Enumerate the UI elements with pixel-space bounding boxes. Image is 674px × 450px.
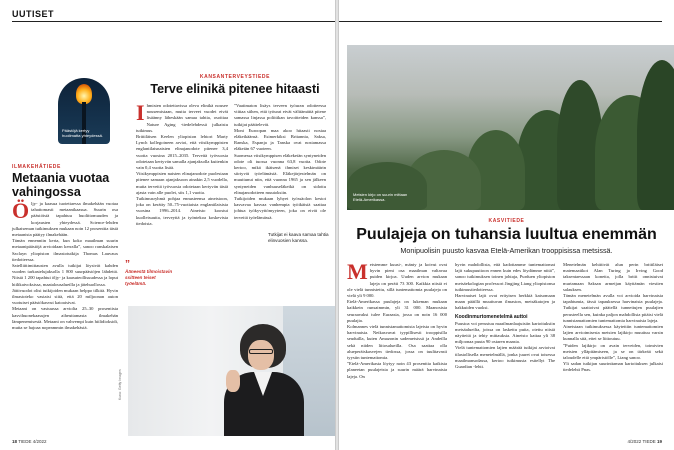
story-paragraph: Harvinaiset lajit ovat erityisen herkkiä katsomaan maan pääillä muuttuvan ilmaston, metsäkatojen ja hakkuiden vuoksi. xyxy=(455,293,555,311)
main-story-paragraph: Moni Euroopan maa akoo hitaasti nostaa eläkeikäänsä. Esimerkiksi Britannia, Saksa, Ranska, Espanja ja Tanska ovat nostamassa eläkeiän 67 vuoteen. xyxy=(234,127,326,152)
side-story-kicker: ILMAKEHÄTIEDE xyxy=(12,164,61,170)
story-paragraph: hyvin mahdollista, että kadottamme tuntemattomat lajit sukupuuttoon ennen kuin edes löydämme niitä”, sanoo tutkimuksen toinen johtaja, Purduen yliopiston metsäekologian professori Jingjing Liang yliopistonsa tutkimustiedotteessa. xyxy=(455,262,555,292)
story-paragraph: Kolmannes vielä tunnistamattomista lajeista on hyvin harvinaisia. Netkasvavat tyypillisesti trooppisilla seuduilla, kuten Amazonin sademetsissä ja Andeilla sekä niiden liitosalueilla. Osa saattaa olla alueperäiskasvejen tiedossa, jossa on tuulitavasti tyystin tuntemattomia. xyxy=(347,324,447,361)
hand-graphic xyxy=(226,370,240,392)
section-rule xyxy=(12,21,335,22)
main-story-paragraph: Tutkijoiden mukaan lyhyet työssäolon kestot kasvavaa kasvaa vanhempia työikäisiä saattaa johtua työkyvyttömyyteen, joka on eivät ole terveitä työelämässä. xyxy=(234,196,326,220)
page-number: 18 xyxy=(12,439,18,444)
section-label: UUTISET xyxy=(12,9,55,19)
woman-at-desk-photo xyxy=(128,306,335,436)
dropcap: M xyxy=(347,262,368,284)
story-paragraph: Tämän menetelmän avulla voi arvioida harvinaisia tapahtumia, tässä tapauksessa harvinaisia puulajeja. Tutkijat saattoivat päätellä tunnettujen puulajien perusteella sen, kuinka paljon mahdollisia pitäisi vielä tunnistamattomien tuntemattomia harvinaisia lajeja. xyxy=(563,293,663,323)
side-story-paragraph: Öljy- ja kaasua tuotettaessa ilmakehään vuotaa tahattomasti metaanikaasua. Suurin osa päästöistä tapahtuu huolittomuuden ja korjausten yhteydessä. Science-lehden julkaiseman tutkimuksen mukaan noin 12 prosenttia tästä metaanista päätyy ilmakehään. xyxy=(12,198,118,238)
story-column-2 xyxy=(455,262,555,437)
story-kicker: KASVITIEDE xyxy=(488,218,525,224)
main-story-paragraph: Viisikymppisten naisten elinajanodote puolestaan pitenee samaan ajanjaksoon ainakin 2,5 vuodella, mutta terveitä työvuosia odotetaan kertyvän tästä ajasta vain alle puolet, siis 1,1 vuotta. xyxy=(136,171,228,195)
story-paragraph: Aineistaan tutkimuksessa käytettiin tuntemattomien lajien arvioimisesta metsien lajikirjo muuttuu varsin kunnalla sitä, ettei se liittoutuu. xyxy=(563,324,663,342)
main-story-paragraph: Ihmisten odotettavissa oleva elinikä nousee nousemistaan, mutta terveet vuodet eivät lisäänny läheskään samaa tahtia, osoittaa Nature Aging -tiedelehdessä julkaistu tutkimus. xyxy=(136,103,228,133)
photo-caption: Päästöjä kertyy huolimatta yhteydessä. xyxy=(62,128,103,138)
story-paragraph: Puustoa voi perustuu maailmanlaajuisiin kartoituksiin metsäalueilta, joissa on laskettu puita, otettu niistä näytteitä ja tehty mittauksia. Aineisto kattaa yli 38 miljoonaa puuta 90 ostaren maasta. xyxy=(455,320,555,345)
side-story-paragraph: Metaani on vastuussa arviolta 25–30 prosentista kasvihuonekaasujen aiheuttamasta ilmakehän lämpenemisestä. Metaani on vahvempi kuin hiilidioksidi, mutta se hajoaa nopeammin ilmakehästä. xyxy=(12,306,118,331)
main-story-headline: Terve elinikä pitenee hitaasti xyxy=(150,82,320,96)
main-story-paragraph: Tutkimusryhmä pohjaa ennusteensa aineistoon, joka on kerätty 50–75-vuotiaista englantilaisista vuosina 1996–2014. Aineisto koostui kuolleisuutta, terveyttä ja työntekoa koskevista tiedoista. xyxy=(136,196,228,226)
side-story-body xyxy=(12,198,118,331)
story-column-1 xyxy=(347,262,447,437)
story-paragraph: ”Puiden lajikirjo on avain terveiden, toimivien metsien ylläpitämiseen, ja se on tärkeää sekä taloudelle että ympäristölle”, Liang sanoo. xyxy=(563,342,663,361)
side-story-paragraph: Tämän ennenniin kerta, kun koko maailman suurin metaanipäästöjä arvioidaan kerralla”, sanoo ranskalaisen Saclayn yliopiston ilmastotutkija Thomas Lauvaux tiedotteessa. xyxy=(12,238,118,262)
glasses-icon xyxy=(249,349,273,354)
photo-caption: Metsien kirjo on suurin mittaan Etelä-Amerikassa. xyxy=(353,192,408,202)
story-paragraph: Yli sadan tutkijan suurinttaman kartoituksen julkaisi tiedelehti Pnas. xyxy=(563,361,663,373)
section-rule xyxy=(339,21,662,22)
main-story-paragraph: Suomessa viisikymppisen eläkekeiän syntyneiden odote oli tuossa vuonna 63,8 vuotta. Odote kertoo, mikä ikäisenä ihmiset keskimäärin siirtyvät työelämästä. Eläkejärjestelmän on muuttunut niin, että vuonna 1965 ja sen jälkeen syntyneiden vanhuuseläkeikä on sidottu elinajanodotteen muutoksiin. xyxy=(234,152,326,195)
pull-quote xyxy=(125,260,173,287)
page-number: 19 xyxy=(656,439,662,444)
story-lead: Monipuolisin puusto kasvaa Etelä-Amerikan trooppisissa metsissä. xyxy=(400,246,613,255)
story-paragraph: Vielä tuntemattomien lajien määrää tutkijat arvioivat tilastollisella menetelmällä, jonka juuret ovat toisessa maailmansodassa, kertoo tutkimusta esitellyt The Guardian -lehti. xyxy=(455,345,555,370)
side-story-paragraph: Satelliittimittausten avulla tutkijat löysivät kahden vuoden tarkastelujaksolla 1 800 suurpäästöjen lähdettä. Niistä 1 200 tapahtui öljy- ja kaasuteollisuudessa ja loput hiilikaivoksissa, maatalousalueilla ja jätehuollossa. xyxy=(12,263,118,287)
main-story-kicker: KANSANTERVEYSTIEDE xyxy=(199,74,271,80)
story-paragraph: Menetelmän kehittivät alun perin brittiläiset matemaatikot Alan Turing ja Irving Good taksentaessaan konetta, jolla britit onnistuivat murtamaan Saksan armeijan käyttämän viestien salauksen. xyxy=(563,262,663,292)
story-paragraph: Etelä-Amerikassa puulajeja on lukeman mukaan kaikkein runsaimmin, yli 31 000. Maanosista seuraavaksi tulee Euraasia, jossa on noin 16 000 puulajia. xyxy=(347,299,447,323)
main-story-column-2 xyxy=(234,103,326,228)
issue-label: 4/2022 TIEDE xyxy=(627,439,656,444)
person-face-graphic xyxy=(248,340,274,370)
pull-quote-text: Ääneestä tilmoistavin ssitteen teiset työelämä. xyxy=(125,269,173,286)
dropcap: I xyxy=(136,103,145,125)
story-paragraph: Metsiemme kuusi-, mänty ja koivut ovat hyvin pieni osa maailman valtavaa puiden kirjoa. Uuden arvion mukaan lajeja on peräti 73 300. Kaikkia niistä ei ole vielä tunnistettu, sillä tuntemattomia puulajeja on vielä yli 9 000. xyxy=(347,262,447,299)
left-page xyxy=(0,0,335,450)
page-folio xyxy=(12,439,46,444)
right-page xyxy=(339,0,674,450)
page-folio xyxy=(628,439,662,444)
story-paragraph: ”Etelä-Amerikasta löytyy noin 43 prosenttia kaikista planeetan puulajeista ja suurin määrä harvinaisia lajeja. On xyxy=(347,361,447,379)
side-story-paragraph: Jättivuodot olisi tutkijoiden mukaan helppo tilkitä. Hyvin ilmastoteko vastaisi siitä, että 20 miljoonan auton vuotuiset päästökasvut katoaisivat. xyxy=(12,287,118,306)
quote-mark-icon: ” xyxy=(125,259,130,270)
main-story-column-1 xyxy=(136,103,228,263)
gas-flare-photo xyxy=(58,78,110,144)
tree-graphic xyxy=(637,60,674,210)
photo-caption: Tutkijat ei kaava samaa tahtia elinvuosien kanssa. xyxy=(268,232,329,243)
rainforest-photo xyxy=(347,45,674,210)
photo-credit: Kuva: Getty Images xyxy=(118,369,122,400)
story-headline: Puulajeja on tuhansia luultua enemmän xyxy=(356,226,657,243)
flame-graphic xyxy=(76,84,92,104)
issue-label: TIEDE 4/2022 xyxy=(18,439,47,444)
tree-graphic xyxy=(347,162,427,210)
main-story-paragraph: Brittiläisen Keelen yliopiston lehtori Marty Lynch kollegoineen arvioi, että viisikymppisten englantilaisnaisten elinajanodote pitenee 3,4 vuotta vuosina 2015–2035. Terveitä työvuosia odotetaan kertyvän samalla ajanjaksolla kuitenkin vain 0,4 vuotta lisää. xyxy=(136,134,228,171)
side-story-headline: Metaania vuotaa vahingossa xyxy=(12,171,110,199)
story-subheading: Koodinmurtomenetelmä auttoi xyxy=(455,313,528,320)
main-story-paragraph: ”Vaatimaton lisäys terveen työuran odotteessa viittaa siihen, että työurat eivät välttämättä pitene samassa linjassa poliitikan tavoitteiden kanssa”, tutkijat päättelevät. xyxy=(234,103,326,127)
story-column-3 xyxy=(563,262,663,437)
dropcap: Ö xyxy=(12,198,30,223)
